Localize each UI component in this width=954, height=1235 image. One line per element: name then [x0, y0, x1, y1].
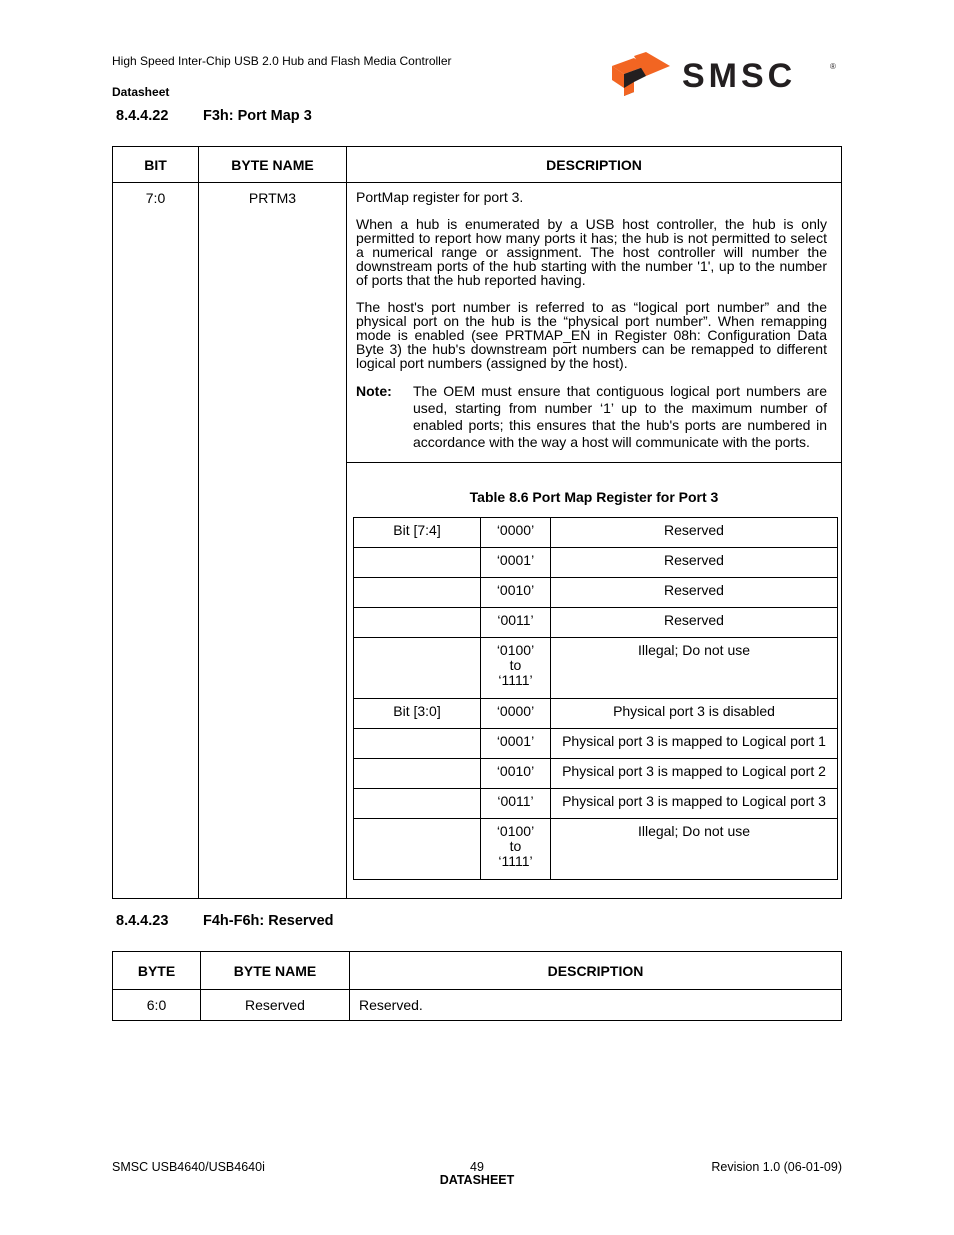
port-map-values-table [353, 517, 838, 880]
bit-range-cell [354, 638, 481, 699]
table-row [354, 699, 838, 729]
bit-range-cell [354, 789, 481, 819]
bit-range-cell [354, 759, 481, 789]
footer-doc-type: DATASHEET [439, 1173, 515, 1187]
note-block [356, 383, 827, 451]
table-row [113, 990, 842, 1021]
value-cell: ‘0000’ [481, 518, 551, 548]
note-text: The OEM must ensure that contiguous logical port numbers are used, starting from number ‘1’ up to the maximum number of enabled ports; this ensures that the hub's ports are numbered in accordance with the way a host will communicate with the ports. [413, 383, 827, 450]
reserved-register-table [112, 951, 842, 1021]
bit-cell: 7:0 [113, 183, 199, 899]
byte-cell: 6:0 [113, 990, 201, 1021]
table-row [354, 819, 838, 880]
value-range-end: ‘1111’ [498, 672, 533, 689]
description-paragraph: When a hub is enumerated by a USB host controller, the hub is only permitted to report how many ports it has; the hub is not permitted to select a numerical range or assignment. The host controller will number the downstream ports of the hub starting with the number '1', up to the number of ports that the hub reported having. [356, 216, 827, 288]
column-header-description: DESCRIPTION [347, 147, 842, 183]
port-map-subtable-cell [347, 463, 842, 899]
meaning-cell: Reserved [551, 608, 838, 638]
footer-product: SMSC USB4640/USB4640i [112, 1160, 265, 1174]
meaning-cell: Reserved [551, 518, 838, 548]
byte-name-cell: Reserved [201, 990, 350, 1021]
meaning-cell: Physical port 3 is mapped to Logical port 3 [551, 789, 838, 819]
table-row [354, 789, 838, 819]
bit-range-cell [354, 819, 481, 880]
meaning-cell: Illegal; Do not use [551, 819, 838, 880]
column-header-byte: BYTE [113, 952, 201, 990]
column-header-byte-name: BYTE NAME [201, 952, 350, 990]
bit-range-cell: Bit [3:0] [354, 699, 481, 729]
bit-range-cell [354, 729, 481, 759]
value-range-start: ‘0100’ [496, 823, 535, 840]
column-header-byte-name: BYTE NAME [199, 147, 347, 183]
section-title: F4h-F6h: Reserved [203, 913, 334, 929]
section-number: 8.4.4.22 [116, 108, 169, 124]
description-paragraph: The host's port number is referred to as “logical port number” and the physical port on the hub is the “physical port number”. When remapping mode is enabled (see PRTMAP_EN in Register 08h: Configuration Data Byte 3) the hub's downstream port numbers can be remapped to different logical port numbers (assigned by the host). [356, 299, 827, 371]
description-paragraph: PortMap register for port 3. [356, 189, 524, 205]
value-cell: ‘0010’ [481, 578, 551, 608]
value-cell: ‘0011’ [481, 608, 551, 638]
table-row [354, 759, 838, 789]
section-heading-port-map-3 [116, 108, 312, 124]
meaning-cell: Physical port 3 is mapped to Logical port 2 [551, 759, 838, 789]
description-cell: Reserved. [350, 990, 842, 1021]
registered-mark: ® [830, 62, 836, 71]
smsc-wordmark: SMSC [682, 57, 797, 95]
table-row [113, 183, 842, 463]
value-range-to: to [509, 838, 522, 855]
table-header-row [113, 147, 842, 183]
table-row [354, 608, 838, 638]
bit-range-cell [354, 608, 481, 638]
value-cell: ‘0011’ [481, 789, 551, 819]
value-range-to: to [509, 657, 522, 674]
value-cell: ‘0001’ [481, 729, 551, 759]
document-title: High Speed Inter-Chip USB 2.0 Hub and Flash Media Controller [112, 54, 452, 68]
smsc-logo [610, 52, 840, 98]
value-cell: ‘0010’ [481, 759, 551, 789]
section-number: 8.4.4.23 [116, 913, 169, 929]
meaning-cell: Illegal; Do not use [551, 638, 838, 699]
meaning-cell: Reserved [551, 578, 838, 608]
table-row [354, 578, 838, 608]
bit-range-cell: Bit [7:4] [354, 518, 481, 548]
meaning-cell: Physical port 3 is disabled [551, 699, 838, 729]
smsc-cube-icon [612, 52, 670, 96]
value-range-start: ‘0100’ [496, 642, 535, 659]
column-header-description: DESCRIPTION [350, 952, 842, 990]
port-map-3-register-table [112, 146, 842, 899]
section-title: F3h: Port Map 3 [203, 108, 312, 124]
value-range-end: ‘1111’ [498, 853, 533, 870]
bit-range-cell [354, 548, 481, 578]
value-range-cell [481, 638, 551, 699]
table-row [354, 548, 838, 578]
meaning-cell: Physical port 3 is mapped to Logical port 1 [551, 729, 838, 759]
value-range-cell [481, 819, 551, 880]
section-heading-reserved [116, 913, 334, 929]
byte-name-cell: PRTM3 [199, 183, 347, 899]
table-row [354, 518, 838, 548]
description-cell [347, 183, 842, 463]
meaning-cell: Reserved [551, 548, 838, 578]
value-cell: ‘0000’ [481, 699, 551, 729]
bit-range-cell [354, 578, 481, 608]
column-header-bit: BIT [113, 147, 199, 183]
document-subtitle: Datasheet [112, 85, 170, 99]
footer-page-number: 49 [470, 1160, 484, 1174]
table-row [354, 729, 838, 759]
footer-revision: Revision 1.0 (06-01-09) [711, 1160, 842, 1174]
table-row [354, 638, 838, 699]
table-caption: Table 8.6 Port Map Register for Port 3 [469, 489, 719, 506]
value-cell: ‘0001’ [481, 548, 551, 578]
table-header-row [113, 952, 842, 990]
note-label: Note: [356, 383, 392, 399]
